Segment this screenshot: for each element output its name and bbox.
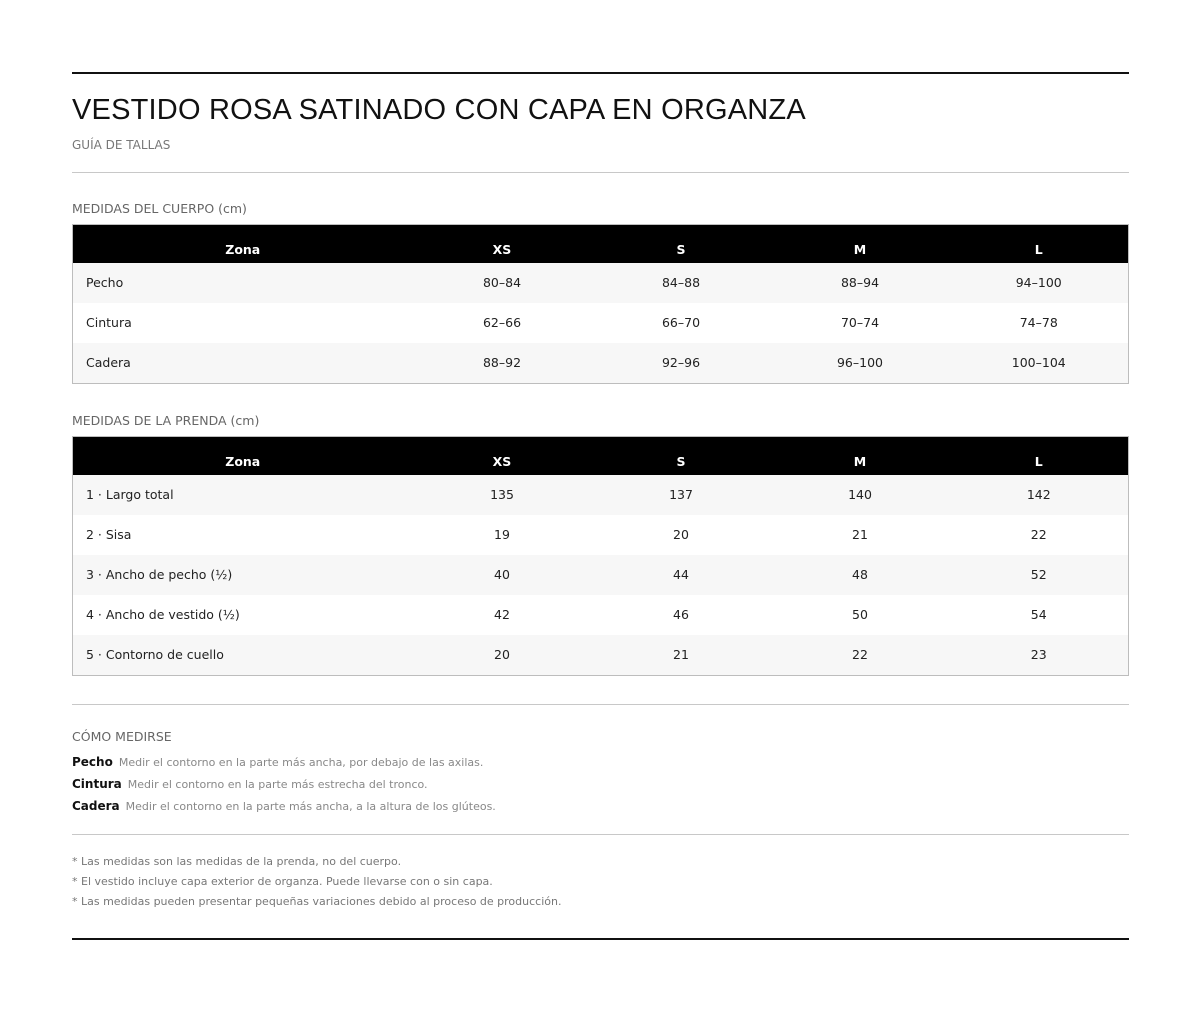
value-cell: 19 bbox=[413, 515, 592, 555]
value-cell: 100–104 bbox=[950, 343, 1129, 384]
column-header: M bbox=[771, 225, 950, 263]
column-header: XS bbox=[413, 225, 592, 263]
page-title: VESTIDO ROSA SATINADO CON CAPA EN ORGANZA bbox=[72, 94, 806, 126]
value-cell: 84–88 bbox=[592, 263, 771, 303]
value-cell: 23 bbox=[950, 635, 1129, 676]
measure-term: Cintura bbox=[72, 777, 122, 791]
value-cell: 140 bbox=[771, 475, 950, 515]
garment-measurements-label: MEDIDAS DE LA PRENDA (cm) bbox=[72, 413, 260, 428]
value-cell: 70–74 bbox=[771, 303, 950, 343]
value-cell: 40 bbox=[413, 555, 592, 595]
body-measurements-table bbox=[72, 224, 1129, 384]
value-cell: 50 bbox=[771, 595, 950, 635]
column-header: L bbox=[950, 225, 1129, 263]
footnotes bbox=[72, 854, 561, 914]
value-cell: 20 bbox=[413, 635, 592, 676]
column-header: S bbox=[592, 437, 771, 475]
zone-cell: Cadera bbox=[73, 343, 413, 384]
garment-measurements-table bbox=[72, 436, 1129, 676]
value-cell: 74–78 bbox=[950, 303, 1129, 343]
footnote: * Las medidas pueden presentar pequeñas variaciones debido al proceso de producción. bbox=[72, 895, 562, 908]
table-row bbox=[73, 475, 1129, 515]
value-cell: 88–94 bbox=[771, 263, 950, 303]
column-header: L bbox=[950, 437, 1129, 475]
table-row bbox=[73, 515, 1129, 555]
section-divider bbox=[72, 704, 1129, 705]
table-row bbox=[73, 555, 1129, 595]
value-cell: 62–66 bbox=[413, 303, 592, 343]
value-cell: 21 bbox=[771, 515, 950, 555]
notes-divider bbox=[72, 834, 1129, 835]
list-item bbox=[72, 796, 496, 818]
measure-term: Pecho bbox=[72, 755, 113, 769]
value-cell: 94–100 bbox=[950, 263, 1129, 303]
zone-cell: 3 · Ancho de pecho (½) bbox=[73, 555, 413, 595]
value-cell: 21 bbox=[592, 635, 771, 676]
bottom-rule bbox=[72, 938, 1129, 940]
value-cell: 66–70 bbox=[592, 303, 771, 343]
measure-term: Cadera bbox=[72, 799, 120, 813]
measure-description: Medir el contorno en la parte más estrecha del tronco. bbox=[127, 778, 428, 791]
zone-cell: Cintura bbox=[73, 303, 413, 343]
list-item bbox=[72, 752, 496, 774]
table-row bbox=[73, 263, 1129, 303]
column-header: XS bbox=[413, 437, 592, 475]
value-cell: 46 bbox=[592, 595, 771, 635]
list-item bbox=[72, 774, 496, 796]
table-row bbox=[73, 635, 1129, 676]
footnote: * El vestido incluye capa exterior de organza. Puede llevarse con o sin capa. bbox=[72, 875, 493, 888]
value-cell: 80–84 bbox=[413, 263, 592, 303]
value-cell: 88–92 bbox=[413, 343, 592, 384]
value-cell: 96–100 bbox=[771, 343, 950, 384]
value-cell: 48 bbox=[771, 555, 950, 595]
body-measurements-label: MEDIDAS DEL CUERPO (cm) bbox=[72, 201, 247, 216]
column-header: S bbox=[592, 225, 771, 263]
measure-description: Medir el contorno en la parte más ancha, a la altura de los glúteos. bbox=[125, 800, 496, 813]
how-to-measure-list bbox=[72, 752, 496, 818]
zone-cell: 2 · Sisa bbox=[73, 515, 413, 555]
column-header: M bbox=[771, 437, 950, 475]
how-to-measure-title: CÓMO MEDIRSE bbox=[72, 729, 172, 744]
zone-cell: 4 · Ancho de vestido (½) bbox=[73, 595, 413, 635]
column-header: Zona bbox=[73, 225, 413, 263]
column-header: Zona bbox=[73, 437, 413, 475]
value-cell: 22 bbox=[771, 635, 950, 676]
value-cell: 135 bbox=[413, 475, 592, 515]
value-cell: 137 bbox=[592, 475, 771, 515]
zone-cell: Pecho bbox=[73, 263, 413, 303]
page-subtitle: GUÍA DE TALLAS bbox=[72, 138, 171, 152]
value-cell: 142 bbox=[950, 475, 1129, 515]
zone-cell: 5 · Contorno de cuello bbox=[73, 635, 413, 676]
zone-cell: 1 · Largo total bbox=[73, 475, 413, 515]
table-row bbox=[73, 343, 1129, 384]
top-rule bbox=[72, 72, 1129, 74]
table-row bbox=[73, 303, 1129, 343]
table-header-row bbox=[73, 437, 1129, 475]
header-divider bbox=[72, 172, 1129, 173]
value-cell: 52 bbox=[950, 555, 1129, 595]
value-cell: 92–96 bbox=[592, 343, 771, 384]
value-cell: 22 bbox=[950, 515, 1129, 555]
value-cell: 44 bbox=[592, 555, 771, 595]
value-cell: 20 bbox=[592, 515, 771, 555]
value-cell: 42 bbox=[413, 595, 592, 635]
value-cell: 54 bbox=[950, 595, 1129, 635]
table-row bbox=[73, 595, 1129, 635]
measure-description: Medir el contorno en la parte más ancha, por debajo de las axilas. bbox=[118, 756, 484, 769]
footnote: * Las medidas son las medidas de la prenda, no del cuerpo. bbox=[72, 855, 402, 868]
table-header-row bbox=[73, 225, 1129, 263]
